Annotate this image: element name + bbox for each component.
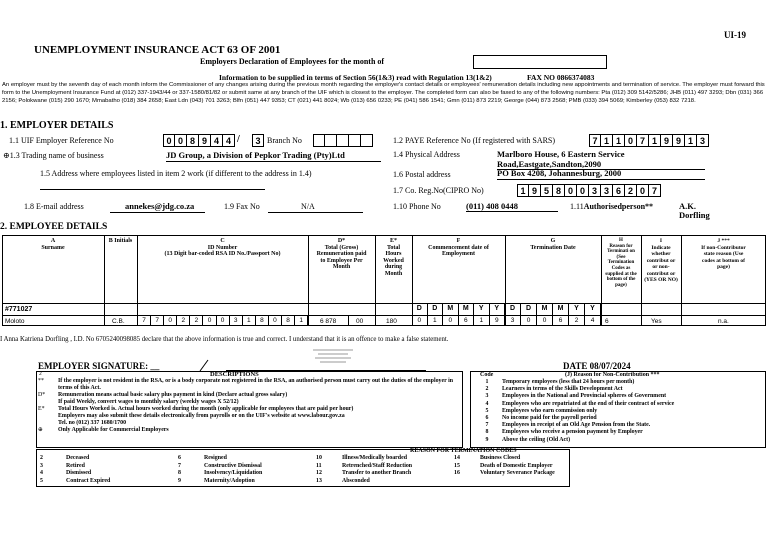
employee-initials: C.B. [112, 318, 125, 325]
employee-term-cell: 0 [521, 315, 537, 326]
digit-cell[interactable]: 8 [553, 184, 565, 197]
col-i-header: I Indicate whether contribut or or non-contribut or (YES OR NO) [644, 238, 678, 283]
authorised-person-value2: Dorfling [679, 210, 710, 220]
signature-label: EMPLOYER SIGNATURE: __ [38, 361, 160, 371]
employee-contributor: Yes [651, 318, 662, 325]
digit-cell[interactable]: 0 [577, 184, 589, 197]
digit-cell[interactable]: 1 [601, 134, 613, 147]
digit-cell[interactable]: 3 [601, 184, 613, 197]
employee-id_digits-cell: 7 [151, 315, 164, 326]
employee-id_digits-cell: 2 [177, 315, 190, 326]
date_letters-cell: D [428, 303, 444, 315]
digit-cell[interactable]: 9 [673, 134, 685, 147]
uif-ref-slash: / [237, 134, 240, 145]
employee-remuneration-rand: 6 878 [320, 318, 337, 325]
digit-cell[interactable] [337, 134, 349, 147]
digit-cell[interactable]: 1 [613, 134, 625, 147]
phone-value: (011) 408 0448 [466, 201, 518, 211]
employee-id_digits-cell: 8 [256, 315, 269, 326]
date_letters-cell: Y [490, 303, 506, 315]
form-id: UI-19 [724, 30, 746, 40]
termination-code-item: 15 Death of Domestic Employer [454, 462, 553, 469]
nc-code-label: Code [480, 372, 494, 378]
termination-codes-column [454, 455, 570, 485]
month-field[interactable] [473, 55, 607, 69]
description-item: ⊕ Only Applicable for Commercial Employers [38, 427, 169, 433]
digit-cell[interactable]: 1 [517, 184, 529, 197]
intro-text: An employer must by the seventh day of each month inform the Commissioner of any changes arising during the previous month regarding the employer's contact details or employees' remuneration details including new appointments and termination of service. The employer must forward this form to the Unemployment Insurance Fund at (012) 337-1943/44 or 337-1580/81/82 or submit same at any branch of the UIF which is closest to the employer. The completed form can also be faxed to any of the following numbers: Pta (012) 309 5142/5286; JHB (011) 497 3293; Dbn (031) 366 2156; Polokwane (015) 290 1670; Mmabatho (018) 384 2658; East Ldn (043) 701 3263; Blfn (051) 447 9353; CT (021) 441 8024; Wb (013) 656 0233; PE (041) 586 1541; Gmn (011) 873 2219; George (044) 873 2568; PMB (033) 394 5069; Kimberley (053) 832 7218. [2, 82, 765, 104]
date_letters-cell: M [443, 303, 459, 315]
authorised-person-value1: A.K. [679, 201, 696, 211]
termination-code-item: 14 Business Closed [454, 455, 521, 461]
col-d-header: D* Total (Gross) Remuneration paid to Employee Per Month [316, 238, 367, 270]
employee-id_digits-cell: 3 [230, 315, 243, 326]
desc-marker: 2 [39, 371, 42, 377]
employee-nc-reason: n.a. [718, 318, 729, 325]
employee-id_digits-cell: 1 [295, 315, 308, 326]
digit-cell[interactable] [313, 134, 325, 147]
co-reg-label: 1.7 Co. Reg.No(CIPRO No) [393, 186, 484, 195]
work-address-label: 1.5 Address where employees listed in item 2 work (if different to the address in 1.4) [40, 169, 312, 178]
date_letters-cell: Y [569, 303, 585, 315]
termination-code-item: 9 Maternity/Adoption [178, 477, 255, 484]
termination-code-item: 8 Insolvency/Liquidation [178, 470, 263, 476]
digit-cell[interactable]: 1 [685, 134, 697, 147]
date_letters-cell: D [505, 303, 521, 315]
employee-term-cell: 0 [537, 315, 553, 326]
digit-cell[interactable]: 0 [175, 134, 187, 147]
digit-cell[interactable]: 0 [163, 134, 175, 147]
employee-term-cell: 2 [569, 315, 585, 326]
nc-item: 8 Employees who receive a pension payment by Employer [485, 429, 643, 436]
fax-label: 1.9 Fax No [224, 202, 260, 211]
digit-cell[interactable]: 6 [613, 184, 625, 197]
nc-item: 3 Employees in the National and Provincial spheres of Government [485, 393, 667, 400]
date_letters-cell: M [459, 303, 475, 315]
stamp-watermark [313, 347, 353, 369]
digit-cell[interactable]: 1 [649, 134, 661, 147]
trading-name-value: JD Group, a Division of Pepkor Trading (Pty)Ltd [166, 150, 345, 160]
digit-cell[interactable] [361, 134, 373, 147]
employee-id_digits-cell: 0 [164, 315, 177, 326]
digit-cell[interactable]: 2 [625, 184, 637, 197]
phone-label: 1.10 Phone No [393, 202, 441, 211]
digit-cell[interactable]: 3 [252, 134, 264, 147]
info-line: Information to be supplied in terms of Section 56(1&3) read with Regulation 13(1&2) [219, 73, 492, 82]
branch-label: Branch No [267, 136, 302, 145]
employee-id_digits-cell: 1 [243, 315, 256, 326]
uif-ref-label: 1.1 UIF Employer Reference No [9, 136, 114, 145]
branch-cells[interactable] [313, 134, 373, 147]
termination-code-item: 6 Resigned [178, 455, 227, 461]
signature-date: DATE 08/07/2024 [563, 361, 631, 371]
employee-term-cell: 4 [585, 315, 601, 326]
description-item: D* Remuneration means actual basic salary plus payment in kind (Declare actual gross salary) [38, 392, 288, 398]
termination-date-letters [505, 303, 601, 315]
nc-item: 5 Employees who earn commission only [485, 407, 598, 414]
employee-id_digits-cell: 2 [190, 315, 203, 326]
digit-cell[interactable] [349, 134, 361, 147]
termination-code-item: 12 Transfer to another Branch [316, 470, 412, 476]
trading-name-label: ⊕1.3 Trading name of business [3, 151, 104, 160]
date_letters-cell: M [553, 303, 569, 315]
paye-cells[interactable] [589, 134, 709, 147]
nc-item: 9 Above the ceiling (Old Act) [485, 436, 571, 443]
col-c-header: C ID Number (13 Digit bar-coded RSA ID No./Passport No) [164, 238, 281, 257]
termination-code-item: 16 Voluntary Severance Package [454, 470, 555, 476]
termination-code-item: 13 Absconded [316, 477, 370, 484]
employee-commence-cell: 1 [428, 315, 444, 326]
employee-id_digits-cell: 0 [203, 315, 216, 326]
nc-title: (J) Reason for Non-Contribution *** [565, 372, 660, 378]
physical-address-line1: Marlboro House, 6 Eastern Service [497, 149, 625, 159]
employer-ref-code: #771027 [5, 306, 33, 313]
digit-cell[interactable]: 0 [637, 184, 649, 197]
fax-value: N/A [301, 202, 315, 211]
col-h-header: H Reason for Terminati on (See Termination Codes as supplied at the bottom of the page) [605, 238, 637, 288]
employee-commence-cell: 9 [490, 315, 506, 326]
section-employer-details: 1. EMPLOYER DETAILS [0, 120, 114, 131]
description-item: Tel. no (012) 337 1680/1700 [58, 420, 127, 426]
termination-code-item: 10 Illness/Medically boarded [316, 455, 407, 461]
digit-cell[interactable]: 4 [211, 134, 223, 147]
digit-cell[interactable]: 9 [661, 134, 673, 147]
digit-cell[interactable]: 9 [529, 184, 541, 197]
employee-commence-date [412, 315, 505, 326]
col-j-header: J *** If non-Contributor state reason (Use codes at bottom of page) [701, 238, 746, 270]
employee-hours: 180 [386, 318, 397, 325]
commence-date-letters [412, 303, 505, 315]
declaration-statement: I Anna Katriena Dorfling , I.D. No 6705240098085 declare that the above information is true and correct. I understand that it is an offence to make a false statement. [0, 336, 449, 343]
col-a-header: A Surname [41, 238, 65, 251]
termination-code-item: 3 Retired [40, 462, 85, 469]
nc-item: 7 Employees in receipt of an Old Age Pension from the State. [485, 422, 651, 429]
digit-cell[interactable]: 3 [697, 134, 709, 147]
physical-address-line2: Road,Eastgate,Sandton,2090 [497, 159, 602, 169]
digit-cell[interactable]: 7 [637, 134, 649, 147]
employee-id-number [138, 315, 308, 326]
date_letters-cell: D [412, 303, 428, 315]
employee-id_digits-cell: 0 [217, 315, 230, 326]
digit-cell[interactable] [325, 134, 337, 147]
date_letters-cell: M [537, 303, 553, 315]
descriptions-title: DESCRIPTIONS [210, 371, 259, 378]
employee-commence-cell: 1 [474, 315, 490, 326]
nc-item: 2 Learners in terms of the Skills Development Act [485, 386, 623, 393]
termination-codes-column [316, 455, 454, 485]
nc-item: 1 Temporary employees (less that 24 hours per month) [485, 379, 635, 385]
description-item: If paid Weekly, convert wages to monthly salary (weekly wages X 52/12) [58, 399, 239, 405]
declaration-title: Employers Declaration of Employees for the month of [200, 57, 385, 66]
descriptions-list [38, 378, 461, 434]
physical-address-label: 1.4 Physical Address [393, 150, 460, 159]
description-item: E* Total Hours Worked is. Actual hours worked during the month (only applicable for employees that are paid per hour) [38, 406, 354, 412]
digit-cell[interactable]: 5 [541, 184, 553, 197]
employee-commence-cell: 0 [443, 315, 459, 326]
uif-ref-cells[interactable] [163, 134, 235, 147]
nc-list [472, 379, 764, 444]
employee-commence-cell: 6 [459, 315, 475, 326]
description-item: Employers may also submit these details electronically from payrolls or on the UIF's website at www.labour.gov.za [58, 413, 345, 419]
digit-cell[interactable]: 0 [625, 134, 637, 147]
col-g-header: G Termination Date [530, 238, 576, 251]
nc-item: 4 Employees who are repatriated at the end of their contract of service [485, 400, 675, 407]
commercial-marker-icon: ⊕ [3, 151, 10, 160]
digit-cell[interactable]: 0 [565, 184, 577, 197]
co-reg-cells[interactable] [517, 184, 661, 197]
digit-cell[interactable]: 7 [649, 184, 661, 197]
digit-cell[interactable]: 3 [589, 184, 601, 197]
digit-cell[interactable]: 9 [199, 134, 211, 147]
col-b-header: B Initials [108, 238, 133, 244]
postal-address-label: 1.6 Postal address [393, 170, 451, 179]
termination-codes-column [178, 455, 316, 485]
paye-label: 1.2 PAYE Reference No (If registered with SARS) [393, 136, 556, 145]
date_letters-cell: Y [474, 303, 490, 315]
employee-id_digits-cell: 8 [282, 315, 295, 326]
employee-remuneration-cents: 00 [356, 318, 364, 325]
digit-cell[interactable]: 8 [187, 134, 199, 147]
col-e-header: E* Total Hours Worked during Month [383, 238, 404, 277]
termination-code-item: 4 Dismissed [40, 470, 92, 476]
employee-termination-reason: 6 [605, 318, 609, 325]
digit-cell[interactable]: 4 [223, 134, 235, 147]
postal-address-value: PO Box 4208, Johannesburg, 2000 [497, 168, 622, 178]
email-value: annekes@jdg.co.za [125, 201, 195, 211]
col-f-header: F Commencement date of Employment [428, 238, 489, 257]
digit-cell[interactable]: 7 [589, 134, 601, 147]
termination-codes-list [40, 455, 570, 485]
date_letters-cell: Y [585, 303, 601, 315]
employee-term-cell: 6 [553, 315, 569, 326]
termination-code-item: 5 Contract Expired [40, 477, 111, 484]
termination-code-item: 7 Constructive Dismissal [178, 462, 262, 469]
fax-number: FAX NO 0866374083 [527, 73, 595, 82]
uif-ref-suffix[interactable] [252, 134, 264, 147]
employee-id_digits-cell: 0 [269, 315, 282, 326]
employee-id_digits-cell: 7 [138, 315, 151, 326]
termination-code-item: 2 Deceased [40, 455, 90, 461]
signature-mark [196, 358, 230, 372]
act-title: UNEMPLOYMENT INSURANCE ACT 63 OF 2001 [34, 44, 281, 56]
employee-surname: Moloto [5, 318, 25, 325]
email-label: 1.8 E-mail address [24, 202, 84, 211]
termination-codes-title: REASON FOR TERMINATION CODES [410, 448, 517, 454]
section-employee-details: 2. EMPLOYEE DETAILS [0, 222, 108, 232]
employee-commence-cell: 0 [412, 315, 428, 326]
termination-code-item: 11 Retrenched/Staff Reduction [316, 462, 413, 469]
description-item: ** If the employer is not resident in the RSA, or is a body corporate not registered in the RSA, an authorised person must carry out the duties of the employer in terms of this Act. [38, 378, 453, 391]
authorised-person-label: 1.11Authorisedperson** [570, 202, 654, 211]
date_letters-cell: D [521, 303, 537, 315]
employee-termination-date [505, 315, 601, 326]
employee-term-cell: 3 [505, 315, 521, 326]
termination-codes-column [40, 455, 178, 485]
nc-item: 6 No income paid for the payroll period [485, 415, 597, 422]
